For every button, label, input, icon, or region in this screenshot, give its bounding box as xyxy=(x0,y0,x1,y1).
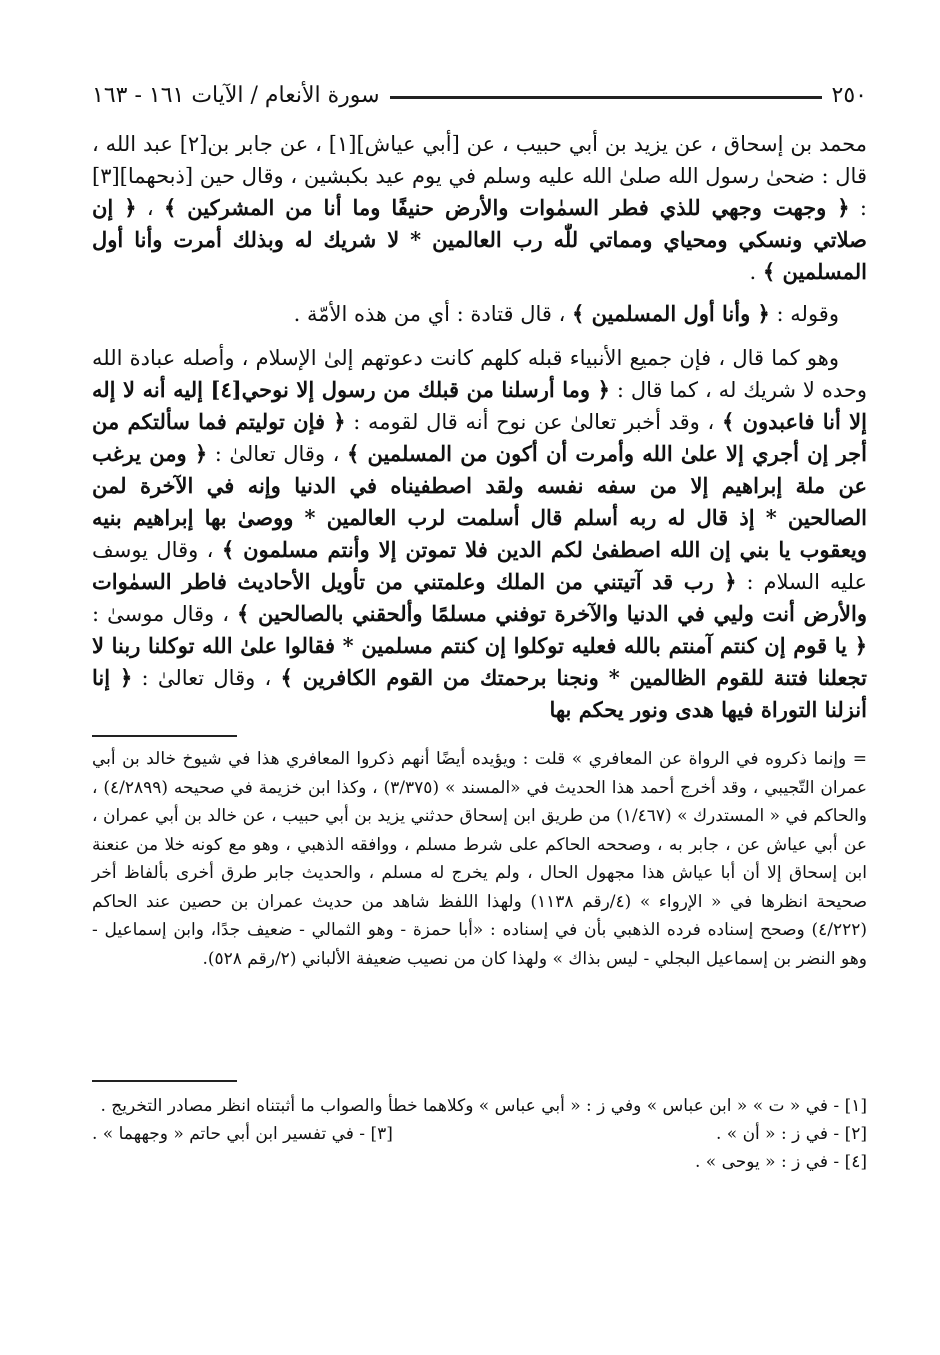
page-header xyxy=(92,78,867,112)
para1-end: . xyxy=(749,260,763,284)
quran-quote: ﴿ إنا أنزلنا التوراة فيها هدى ونور يحكم بها xyxy=(92,665,867,722)
footnote-continuation: = وإنما ذكروه في الرواة عن المعافري » قلت : ويؤيده أيضًا أنهم ذكروا المعافري هذا في شيوخ خالد بن أبي عمران التّجيبي ، وقد أخرج أحمد هذا الحديث في «المسند » (٣/٣٧٥) ، وكذا ابن خزيمة في صحيحه (٤/٢٨٩٩) ، والحاكم في « المستدرك » (١/٤٦٧) من طريق ابن إسحاق حدثني يزيد بن أبي حبيب ، عن خالد بن أبي عمران ، عن أبي عياش عن ، جابر به ، وصححه الحاكم على شرط مسلم ، ووافقه الذهبي ، وهو مع كونه خلا من عنعنة ابن إسحاق إلا أن أبا عياش هذا مجهول الحال ، ولم يخرج له مسلم ، والحديث جابر طرق أخرى بألفاظ أخر صحيحة انظرها في « الإرواء » (٤/رقم ١١٣٨) ولهذا اللفظ شاهد من حديث عمران بن حصين عند الحاكم (٤/٢٢٢) وصحح إسناده فرده الذهبي بأن في إسناده : «أبا حمزة - وهو الثمالي - ضعيف جدًا، وابن إسماعيل - وهو النضر بن إسماعيل البجلي - ليس بذاك » ولهذا كان من نصيب ضعيفة الألباني (٢/رقم ٥٢٨). xyxy=(92,749,868,969)
quran-quote: ﴿ وأنا أول المسلمين ﴾ xyxy=(572,301,770,326)
paragraph-2 xyxy=(92,298,867,330)
para3-text: ، وقال موسىٰ : xyxy=(92,602,238,626)
header-rule xyxy=(390,96,822,99)
main-text xyxy=(92,128,867,726)
quran-quote: ﴿ يا قوم إن كنتم آمنتم بالله فعليه توكلوا إن كنتم مسلمين * فقالوا علىٰ الله توكلنا ربنا لا تجعلنا فتنة للقوم الظالمين * ونجنا برحمتك من القوم الكافرين ﴾ xyxy=(92,633,867,690)
reference-note-2: [٢] - في ز : « أن » . xyxy=(715,1124,867,1144)
reference-note-4: [٤] - في ز : « يوحى » . xyxy=(694,1152,867,1172)
quran-quote: ﴿ ومن يرغب عن ملة إبراهيم إلا من سفه نفسه ولقد اصطفيناه في الدنيا وإنه في الآخرة لمن الصالحين * إذ قال له ربه أسلم قال أسلمت لرب العالمين * ووصىٰ بها إبراهيم بنيه ويعقوب يا بني إن الله اصطفىٰ لكم الدين فلا تموتن إلا وأنتم مسلمون ﴾ xyxy=(92,441,868,562)
reference-note-1: [١] - في « ت » « ابن عباس » وفي ز : « أبي عباس » وكلاهما خطأ والصواب ما أثبتناه انظر مصادر التخريج . xyxy=(100,1096,867,1116)
reference-row xyxy=(92,1120,867,1148)
quran-quote: ﴿ فإن توليتم فما سألتكم من أجر إن أجري إلا علىٰ الله وأمرت أن أكون من المسلمين ﴾ xyxy=(92,409,867,466)
reference-note-3: [٣] - في تفسير ابن أبي حاتم « وجههما » . xyxy=(92,1124,393,1144)
paragraph-3 xyxy=(92,342,867,726)
footnote-separator xyxy=(92,735,237,737)
para3-text: ، وقد أخبر تعالىٰ عن نوح أنه قال لقومه : xyxy=(345,410,722,434)
references-separator xyxy=(92,1080,237,1082)
quran-quote: ﴿ إن صلاتي ونسكي ومحياي ومماتي للّٰه رب العالمين * لا شريك له وبذلك أمرت وأنا أول المسلمين ﴾ xyxy=(92,195,867,284)
para3-text: ، وقال تعالىٰ : xyxy=(207,442,347,466)
para2-text: وقوله : xyxy=(769,302,839,326)
para3-text: ، وقال يوسف عليه السلام : xyxy=(92,538,868,594)
para1-mid: ، xyxy=(136,196,165,220)
quran-quote: ﴿ رب قد آتيتني من الملك وعلمتني من تأويل الأحاديث فاطر السمٰوات والأرض أنت وليي في الدنيا والآخرة توفني مسلمًا وألحقني بالصالحين ﴾ xyxy=(92,569,867,626)
quran-quote: ﴿ وما أرسلنا من قبلك من رسول إلا نوحي[٤] إليه أنه لا إله إلا أنا فاعبدون ﴾ xyxy=(92,377,867,434)
page-content xyxy=(92,70,867,1320)
page-number: ٢٥٠ xyxy=(831,82,867,108)
quran-quote: ﴿ وجهت وجهي للذي فطر السمٰوات والأرض حنيفًا وما أنا من المشركين ﴾ xyxy=(164,195,850,220)
para3-text: ، وقال تعالىٰ : xyxy=(132,666,281,690)
running-head: سورة الأنعام / الآيات ١٦١ - ١٦٣ xyxy=(92,82,380,108)
reference-notes xyxy=(92,1092,867,1176)
para1-text: محمد بن إسحاق ، عن يزيد بن أبي حبيب ، عن [أبي عياش][١] ، عن جابر بن[٢] عبد الله ، قال : ضحىٰ رسول الله صلىٰ الله عليه وسلم في يوم عيد بكبشين ، وقال حين [ذبحهما][٣] : xyxy=(92,132,867,220)
para2-text: ، قال قتادة : أي من هذه الأمّة . xyxy=(293,302,573,326)
para3-text: وهو كما قال ، فإن جميع الأنبياء قبله كلهم كانت دعوتهم إلىٰ الإسلام ، وأصله عبادة الله وحده لا شريك له ، كما قال : xyxy=(92,346,867,402)
paragraph-1 xyxy=(92,128,867,288)
